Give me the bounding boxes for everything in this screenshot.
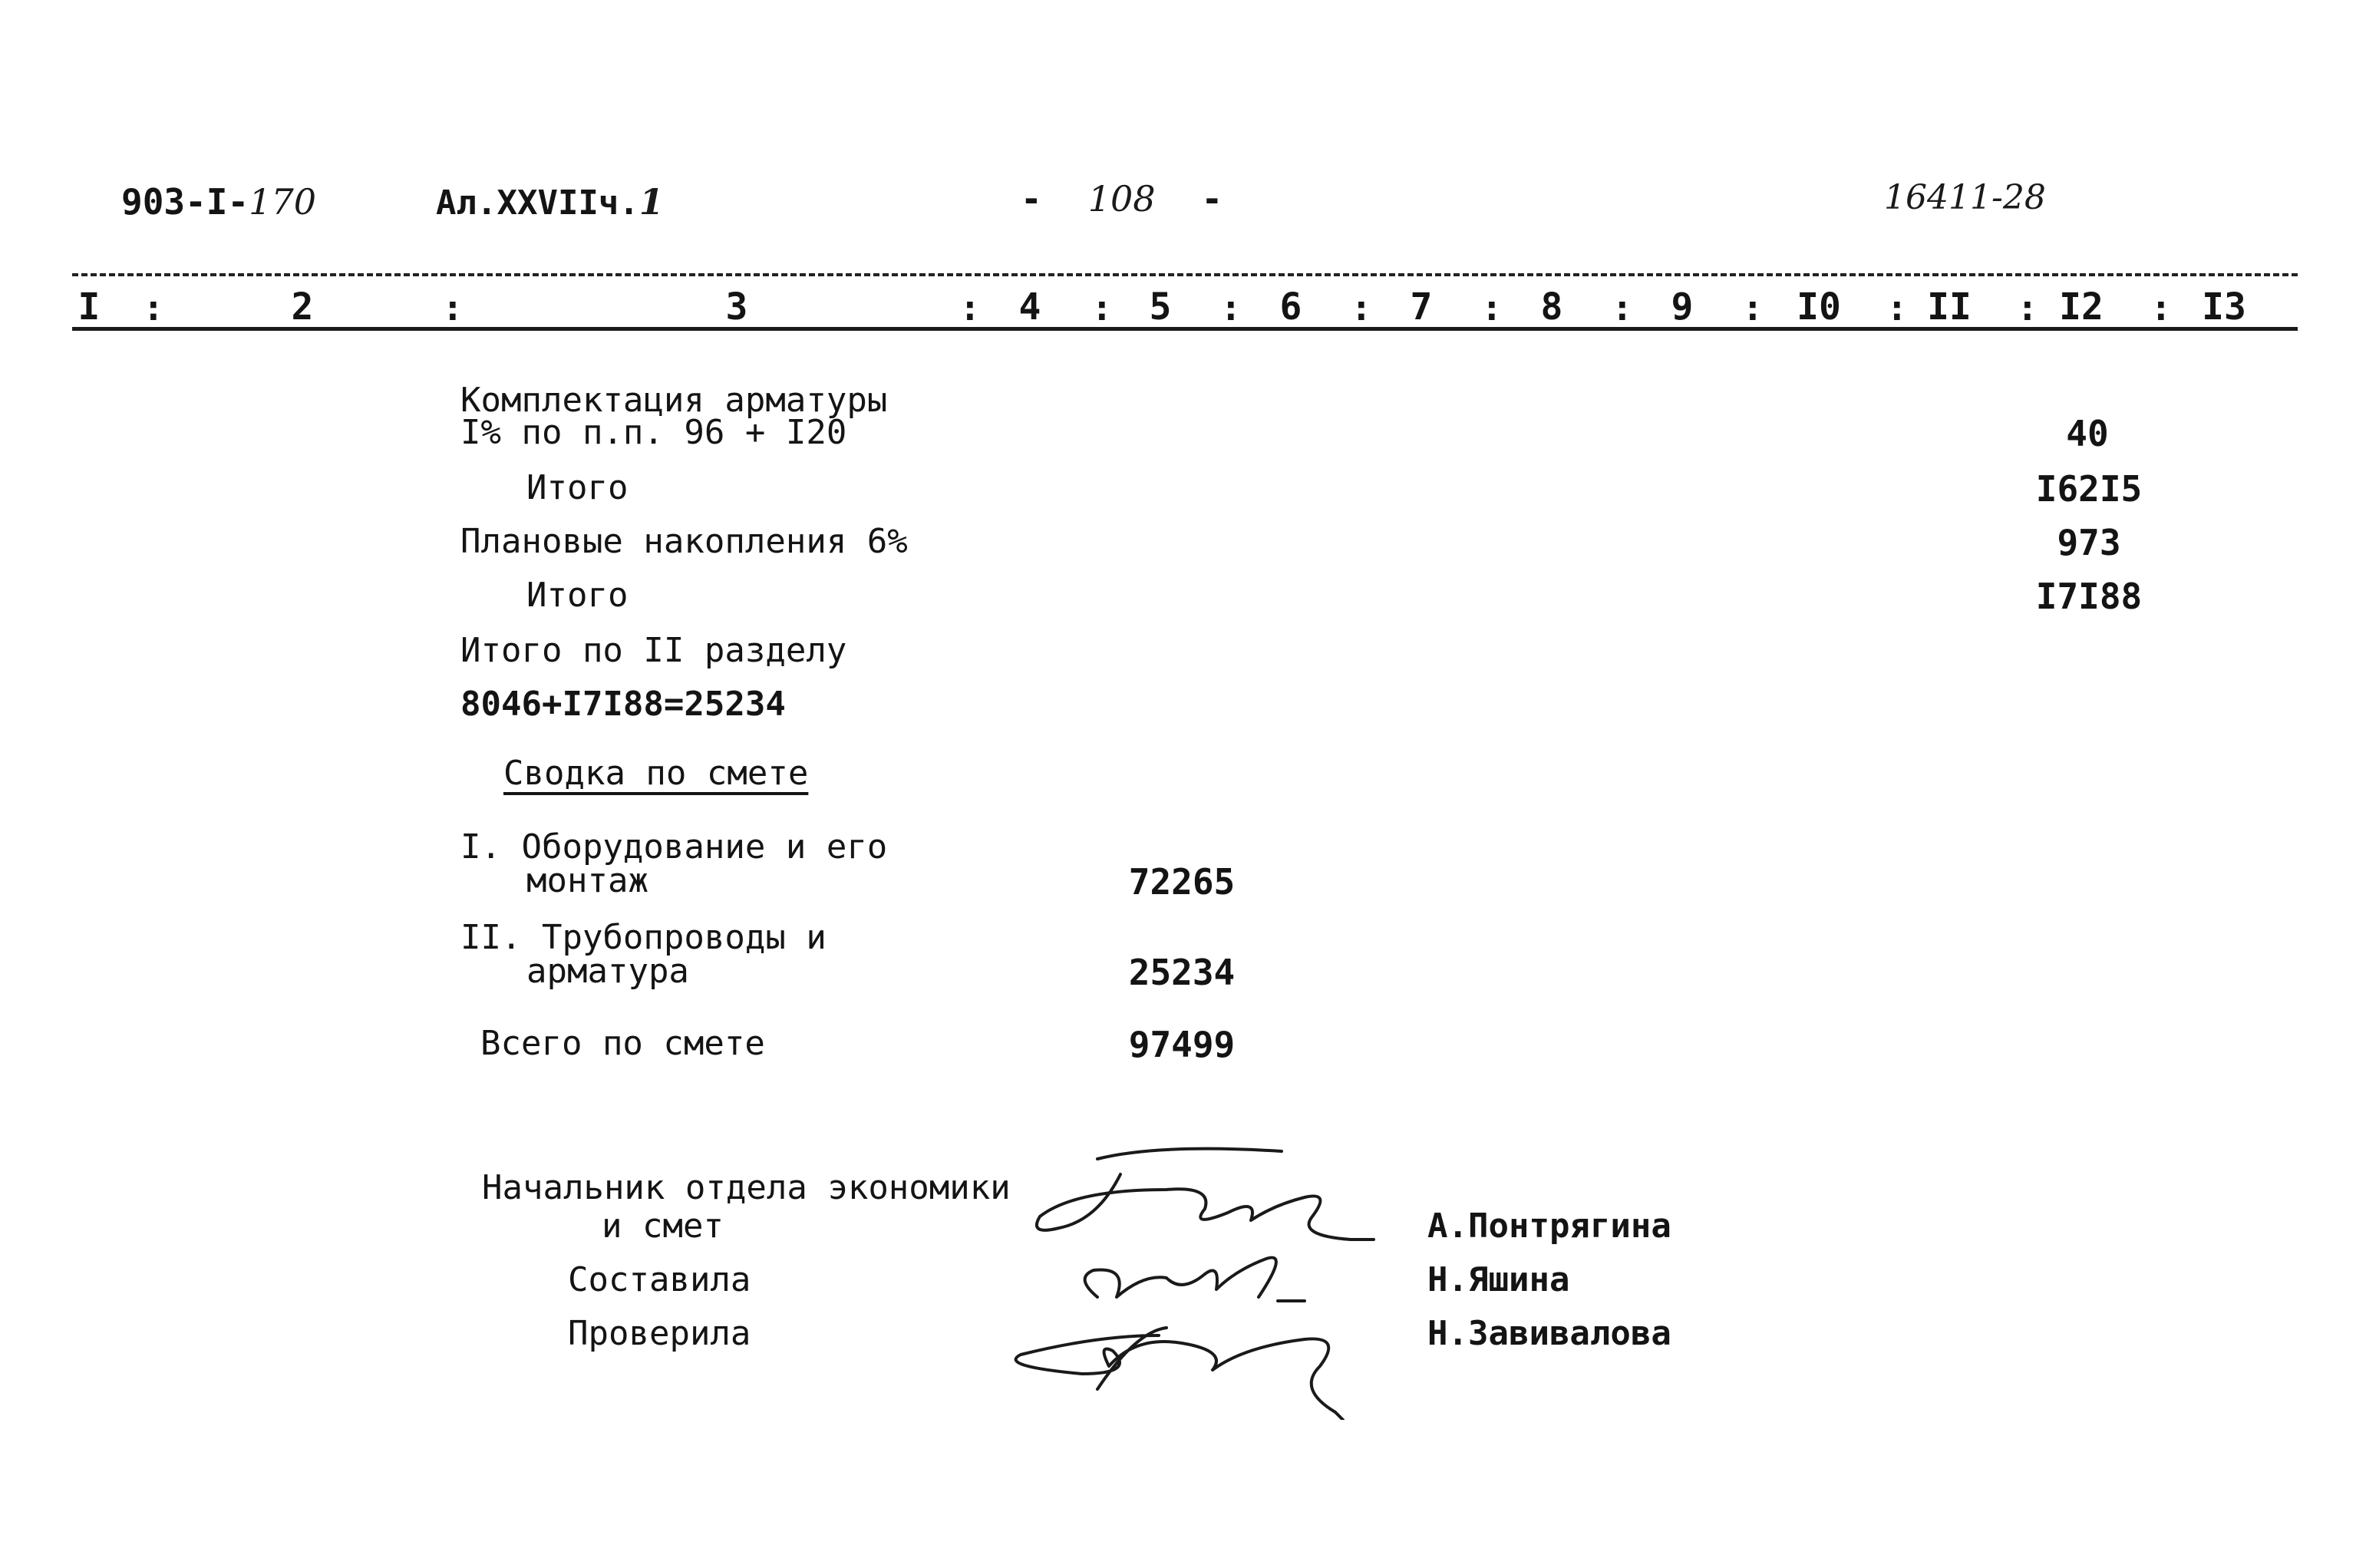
row-value-col12: 40 xyxy=(2066,413,2109,454)
signature-role-line2: и смет xyxy=(602,1207,724,1246)
page-dash-right: - xyxy=(1201,178,1223,220)
column-number: 3 xyxy=(725,286,748,328)
inventory-number: 16411-28 xyxy=(1884,178,2046,217)
summary-item-value: 72265 xyxy=(1128,861,1236,903)
page-number-block xyxy=(1021,178,1223,220)
summary-total-value: 97499 xyxy=(1128,1024,1236,1065)
column-separator: : xyxy=(1886,287,1908,328)
column-number: 9 xyxy=(1671,286,1694,328)
column-number: II xyxy=(1927,286,1972,328)
summary-total-label: Всего по смете xyxy=(480,1024,765,1063)
column-separator: : xyxy=(1481,287,1503,328)
row-text: Итого по II разделу xyxy=(460,631,847,670)
column-number: I xyxy=(78,286,101,328)
signature-role: Начальник отдела экономики xyxy=(482,1168,1011,1207)
row-text-line1: Комплектация арматуры xyxy=(460,381,888,420)
column-number: I3 xyxy=(2202,286,2246,328)
summary-item-value: 25234 xyxy=(1128,952,1236,993)
column-separator: : xyxy=(143,287,164,328)
row-value-col12: I7I88 xyxy=(2035,576,2143,617)
column-number: 6 xyxy=(1279,286,1302,328)
column-number: 8 xyxy=(1540,286,1563,328)
row-text: Итого xyxy=(526,576,629,615)
row-text: 8046+I7I88=25234 xyxy=(460,685,786,724)
column-separator: : xyxy=(2150,287,2172,328)
summary-item-line2: арматура xyxy=(526,952,689,991)
signature-stroke-2 xyxy=(1085,1258,1305,1301)
row-text-line2: I% по п.п. 96 + I20 xyxy=(460,413,847,452)
column-number: I0 xyxy=(1797,286,1841,328)
summary-item-line1: I. Оборудование и его xyxy=(460,827,888,867)
column-number: I2 xyxy=(2059,286,2104,328)
column-number: 7 xyxy=(1410,286,1433,328)
album-handwritten: 1 xyxy=(638,181,664,223)
row-value-col12: 973 xyxy=(2057,522,2121,563)
signature-role: Проверила xyxy=(568,1314,751,1353)
album-printed: Ал.XXVIIч. xyxy=(436,183,639,223)
row-value-col12: I62I5 xyxy=(2035,468,2143,510)
row-text: Плановые накопления 6% xyxy=(460,522,908,561)
project-code-printed: 903-I- xyxy=(121,181,249,223)
column-number: 2 xyxy=(291,286,314,328)
handwritten-signatures xyxy=(982,1144,1412,1420)
column-header-bar xyxy=(72,261,2298,338)
column-bar-top-rule xyxy=(72,273,2298,276)
column-separator: : xyxy=(959,287,981,328)
summary-item-line2: монтаж xyxy=(526,861,648,900)
column-separator: : xyxy=(1612,287,1633,328)
signature-stroke-1 xyxy=(1037,1149,1374,1240)
column-separator: : xyxy=(1742,287,1764,328)
row-text: Итого xyxy=(526,468,629,507)
album-reference xyxy=(436,181,664,223)
column-separator: : xyxy=(1220,287,1242,328)
project-code xyxy=(121,181,316,223)
summary-item-line1: II. Трубопроводы и xyxy=(460,918,827,957)
column-separator: : xyxy=(2017,287,2038,328)
summary-title: Сводка по смете xyxy=(503,754,809,793)
column-separator: : xyxy=(1351,287,1372,328)
column-separator: : xyxy=(442,287,464,328)
page-number: 108 xyxy=(1087,178,1156,220)
project-code-handwritten: 170 xyxy=(249,181,316,223)
page-dash-left: - xyxy=(1021,178,1042,220)
signatory-name: Н.Яшина xyxy=(1427,1260,1570,1299)
column-separator: : xyxy=(1091,287,1113,328)
column-number: 4 xyxy=(1018,286,1041,328)
signatory-name: А.Понтрягина xyxy=(1427,1207,1671,1246)
column-number: 5 xyxy=(1149,286,1172,328)
signature-role: Составила xyxy=(568,1260,751,1299)
signatory-name: Н.Завивалова xyxy=(1427,1314,1671,1353)
signature-stroke-3 xyxy=(1016,1328,1343,1420)
